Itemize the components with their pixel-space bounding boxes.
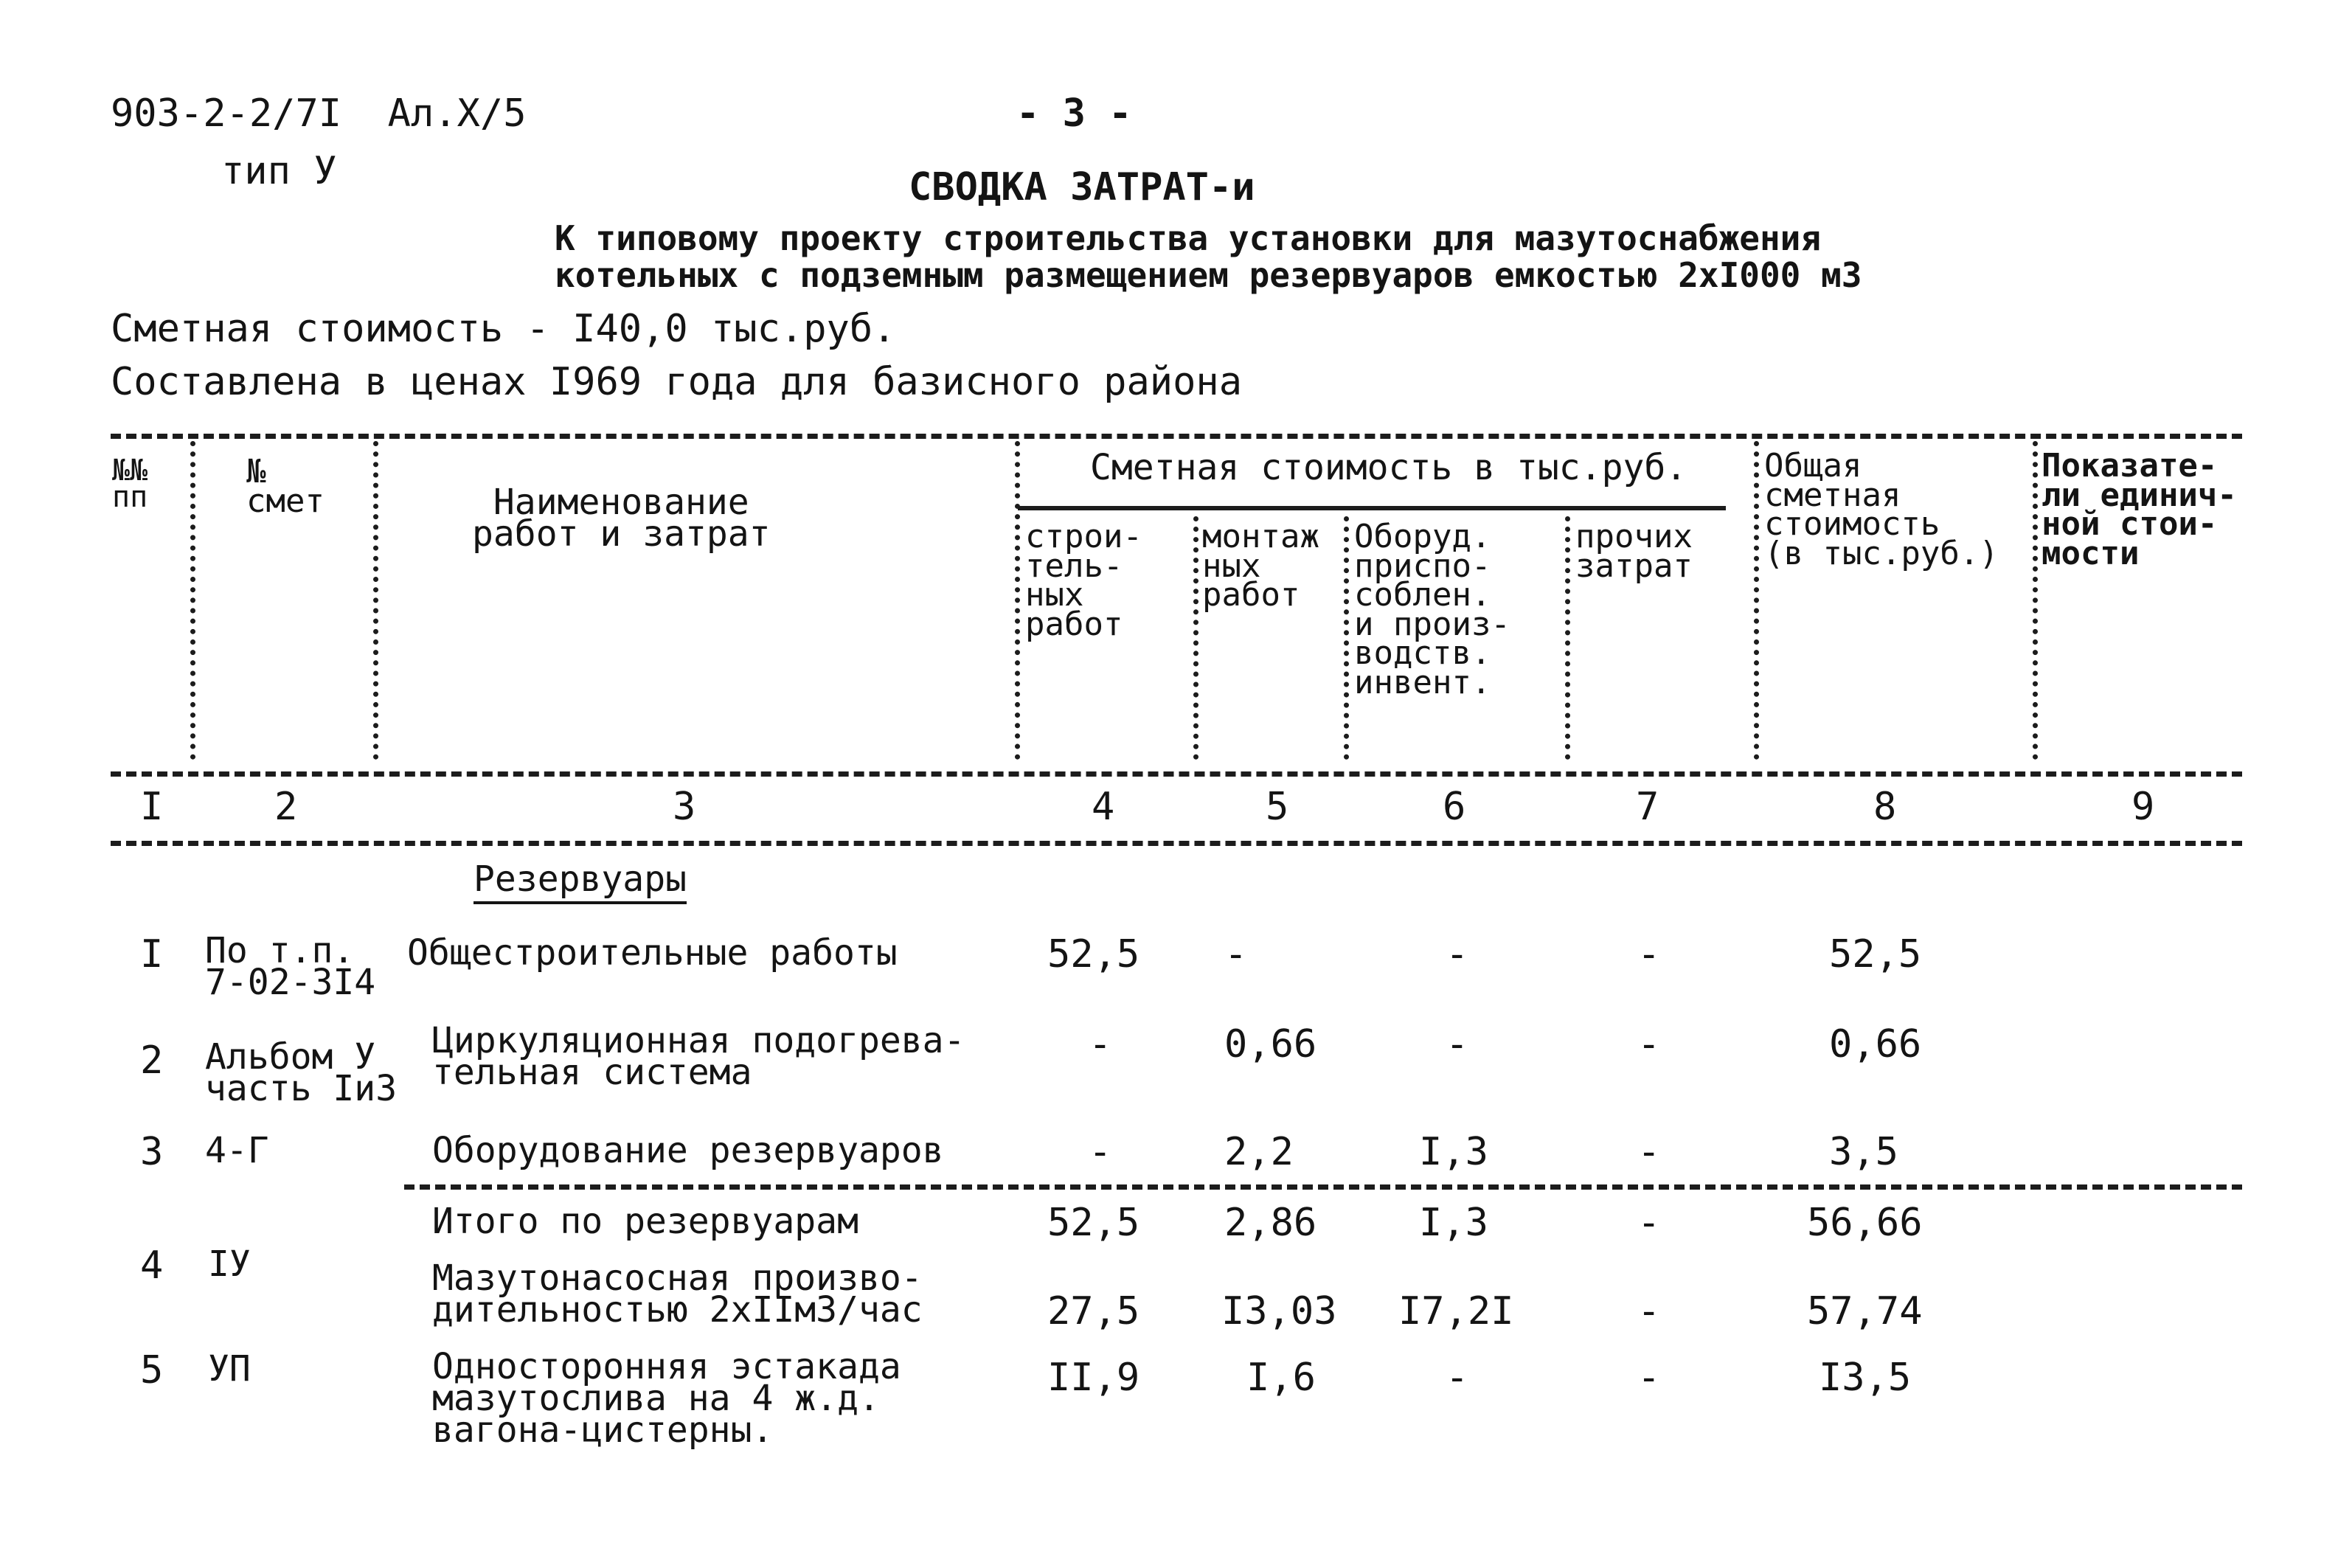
- subtotal-cost-construction: 52,5: [1047, 1201, 1140, 1245]
- row-cost-construction: -: [1089, 1022, 1112, 1066]
- row-cost-installation: I,6: [1246, 1356, 1316, 1400]
- row-number: 5: [140, 1348, 164, 1392]
- row-work-name: Мазутонасосная произво- дительностью 2хIIм3/час: [432, 1257, 923, 1331]
- subtotal-cost-other: -: [1637, 1201, 1661, 1245]
- table-top-rule: [111, 434, 2242, 439]
- row-number: 3: [140, 1130, 164, 1174]
- col-separator: [1193, 516, 1198, 760]
- row-work-name: Односторонняя эстакада мазутослива на 4 ж.д. вагона-цистерны.: [432, 1346, 901, 1451]
- row-estimate-ref: По т.п. 7-02-3I4: [205, 930, 376, 1004]
- row-cost-construction: 52,5: [1047, 932, 1140, 976]
- column-number: I: [140, 785, 164, 829]
- column-number: 3: [673, 785, 696, 829]
- row-estimate-ref: УП: [208, 1348, 251, 1390]
- section-heading: Резервуары: [473, 861, 687, 904]
- row-number: 2: [140, 1038, 164, 1083]
- header-estimate-number: № смет: [246, 453, 325, 520]
- header-cost-group: Сметная стоимость в тыс.руб.: [1090, 447, 1687, 488]
- row-cost-total: 57,74: [1807, 1289, 1923, 1333]
- col-separator: [1754, 441, 1759, 760]
- column-number: 5: [1266, 785, 1289, 829]
- col-separator: [2033, 441, 2038, 760]
- subtitle-line-2: котельных с подземным размещением резервуаров емкостью 2хI000 м3: [555, 255, 1862, 295]
- col-separator: [1015, 441, 1020, 760]
- row-cost-total: I3,5: [1819, 1356, 1912, 1400]
- header-row-number: №№ пп: [112, 454, 148, 514]
- column-number: 6: [1443, 785, 1466, 829]
- page-number: - 3 -: [1016, 91, 1132, 136]
- row-estimate-ref: IУ: [208, 1243, 251, 1285]
- prices-note: Составлена в ценах I969 года для базисного района: [111, 360, 1243, 404]
- row-estimate-ref: Альбом У часть IиЗ: [205, 1036, 398, 1110]
- header-other-costs: прочих затрат: [1575, 518, 1693, 585]
- row-cost-installation: I3,03: [1221, 1289, 1337, 1333]
- header-work-name: Наименование работ и затрат: [472, 482, 771, 555]
- row-cost-total: 3,5: [1829, 1130, 1898, 1174]
- row-cost-equipment: I7,2I: [1398, 1289, 1514, 1333]
- column-number: 4: [1092, 785, 1115, 829]
- subtotal-label: Итого по резервуарам: [432, 1201, 858, 1242]
- header-construction-works: строи- тель- ных работ: [1025, 518, 1142, 643]
- column-number: 7: [1636, 785, 1659, 829]
- row-cost-construction: -: [1089, 1130, 1112, 1174]
- row-work-name: Оборудование резервуаров: [432, 1130, 944, 1171]
- column-number: 8: [1873, 785, 1897, 829]
- row-cost-total: 0,66: [1829, 1022, 1922, 1066]
- row-work-name: Общестроительные работы: [407, 932, 898, 974]
- row-cost-installation: -: [1224, 932, 1248, 976]
- row-estimate-ref: 4-Г: [205, 1130, 269, 1171]
- row-cost-other: -: [1637, 932, 1661, 976]
- subtotal-rule: [404, 1184, 2242, 1190]
- col-separator: [1565, 516, 1570, 760]
- group-header-rule: [1018, 506, 1726, 510]
- column-number: 2: [274, 785, 298, 829]
- header-installation-works: монтаж ных работ: [1202, 518, 1319, 614]
- row-cost-construction: II,9: [1047, 1356, 1140, 1400]
- numbers-bottom-rule: [111, 841, 2242, 846]
- estimated-cost: Сметная стоимость - I40,0 тыс.руб.: [111, 307, 896, 351]
- row-cost-installation: 2,2: [1224, 1130, 1294, 1174]
- subtotal-cost-equipment: I,3: [1419, 1201, 1488, 1245]
- row-cost-installation: 0,66: [1224, 1022, 1317, 1066]
- subtotal-cost-installation: 2,86: [1224, 1201, 1317, 1245]
- row-cost-total: 52,5: [1829, 932, 1922, 976]
- row-cost-equipment: -: [1446, 1022, 1469, 1066]
- row-cost-equipment: I,3: [1419, 1130, 1488, 1174]
- row-number: I: [140, 932, 164, 976]
- row-cost-other: -: [1637, 1289, 1661, 1333]
- document-type: тип У: [221, 149, 337, 193]
- subtitle-line-1: К типовому проекту строительства установки для мазутоснабжения: [555, 218, 1822, 258]
- row-cost-other: -: [1637, 1356, 1661, 1400]
- col-separator: [1344, 516, 1349, 760]
- row-cost-equipment: -: [1446, 932, 1469, 976]
- document-code: 903-2-2/7I Ал.X/5: [111, 91, 527, 136]
- row-number: 4: [140, 1243, 164, 1288]
- row-cost-construction: 27,5: [1047, 1289, 1140, 1333]
- header-unit-indicators: Показате- ли единич- ной стои- мости: [2041, 447, 2237, 572]
- column-number: 9: [2131, 785, 2155, 829]
- col-separator: [190, 441, 195, 760]
- col-separator: [373, 441, 378, 760]
- header-bottom-rule: [111, 771, 2242, 777]
- header-total-cost: Общая сметная стоимость (в тыс.руб.): [1764, 447, 1999, 572]
- row-work-name: Циркуляционная подогрева- тельная система: [432, 1020, 965, 1094]
- document-title: СВОДКА ЗАТРАТ-и: [909, 165, 1255, 209]
- header-equipment: Оборуд. приспо- соблен. и произ- водств. инвент.: [1354, 518, 1510, 701]
- row-cost-other: -: [1637, 1130, 1661, 1174]
- subtotal-cost-total: 56,66: [1807, 1201, 1923, 1245]
- row-cost-equipment: -: [1446, 1356, 1469, 1400]
- row-cost-other: -: [1637, 1022, 1661, 1066]
